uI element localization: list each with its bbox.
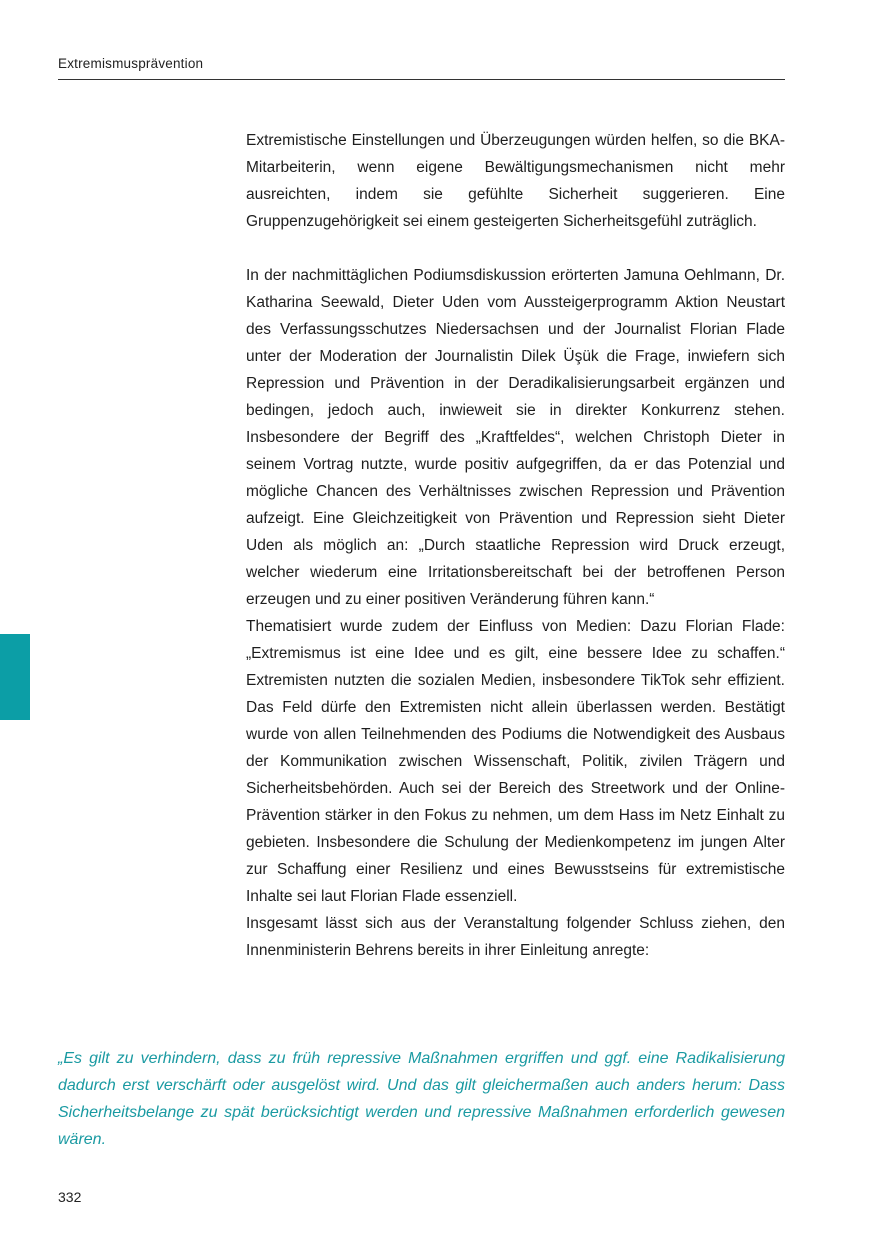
body-column-top (246, 127, 785, 235)
header-divider (58, 79, 785, 80)
body-paragraph: Extremistische Einstellungen und Überzeugungen würden helfen, so die BKA-Mitarbeiterin, wenn eigene Bewältigungsmechanismen nicht mehr ausreichten, indem sie gefühlte Sicherheit suggerieren. Eine Gruppenzugehörigkeit sei einem gesteigerten Sicherheitsgefühl zuträglich. (246, 132, 785, 230)
pull-quote (58, 1045, 785, 1153)
body-paragraph: In der nachmittäglichen Podiumsdiskussion erörterten Jamuna Oehlmann, Dr. Katharina Seewald, Dieter Uden vom Aussteigerprogramm Aktion Neustart des Verfassungsschutzes Niedersachsen und der Journalist Florian Flade unter der Moderation der Journalistin Dilek Üşük die Frage, inwiefern sich Repression und Prävention in der Deradikalisierungsarbeit ergänzen und bedingen, jedoch auch, inwieweit sie in direkter Konkurrenz stehen. Insbesondere der Begriff des „Kraftfeldes“, welchen Christoph Dieter in seinem Vortrag nutzte, wurde positiv aufgegriffen, da er das Potenzial und mögliche Chancen des Verhältnisses zwischen Repression und Prävention aufzeigt. Eine Gleichzeitigkeit von Prävention und Repression sieht Dieter Uden als möglich an: „Durch staatliche Repression wird Druck erzeugt, welcher wiederum eine Irritationsbereitschaft bei der betroffenen Person erzeugen und zu einer positiven Veränderung führen kann.“ (246, 267, 785, 608)
running-header-title: Extremismusprävention (58, 56, 204, 71)
page-number: 332 (58, 1189, 82, 1205)
body-paragraph: Thematisiert wurde zudem der Einfluss von Medien: Dazu Florian Flade: „Extremismus ist eine Idee und es gilt, eine bessere Idee zu schaffen.“ Extremisten nutzten die sozialen Medien, insbesondere TikTok sehr effizient. Das Feld dürfe den Extremisten nicht allein überlassen werden. Bestätigt wurde von allen Teilnehmenden des Podiums die Notwendigkeit des Ausbaus der Kommunikation zwischen Wissenschaft, Politik, zivilen Trägern und Sicherheitsbehörden. Auch sei der Bereich des Streetwork und der Online-Prävention stärker in den Fokus zu nehmen, um dem Hass im Netz Einhalt zu gebieten. Insbesondere die Schulung der Medienkompetenz im jungen Alter zur Schaffung einer Resilienz und eines Bewusstseins für extremistische Inhalte sei laut Florian Flade essenziell. (246, 618, 785, 905)
body-paragraph: Insgesamt lässt sich aus der Veranstaltung folgender Schluss ziehen, den Innenministerin Behrens bereits in ihrer Einleitung anregte: (246, 915, 785, 959)
chapter-side-tab (0, 634, 30, 720)
body-column-main (246, 262, 785, 964)
pull-quote-text: „Es gilt zu verhindern, dass zu früh repressive Maßnahmen ergriffen und ggf. eine Radikalisierung dadurch erst verschärft oder ausgelöst wird. Und das gilt gleichermaßen auch anders herum: Dass Sicherheitsbelange zu spät berücksichtigt werden und repressive Maßnahmen erforderlich gewesen wären. (58, 1050, 785, 1148)
